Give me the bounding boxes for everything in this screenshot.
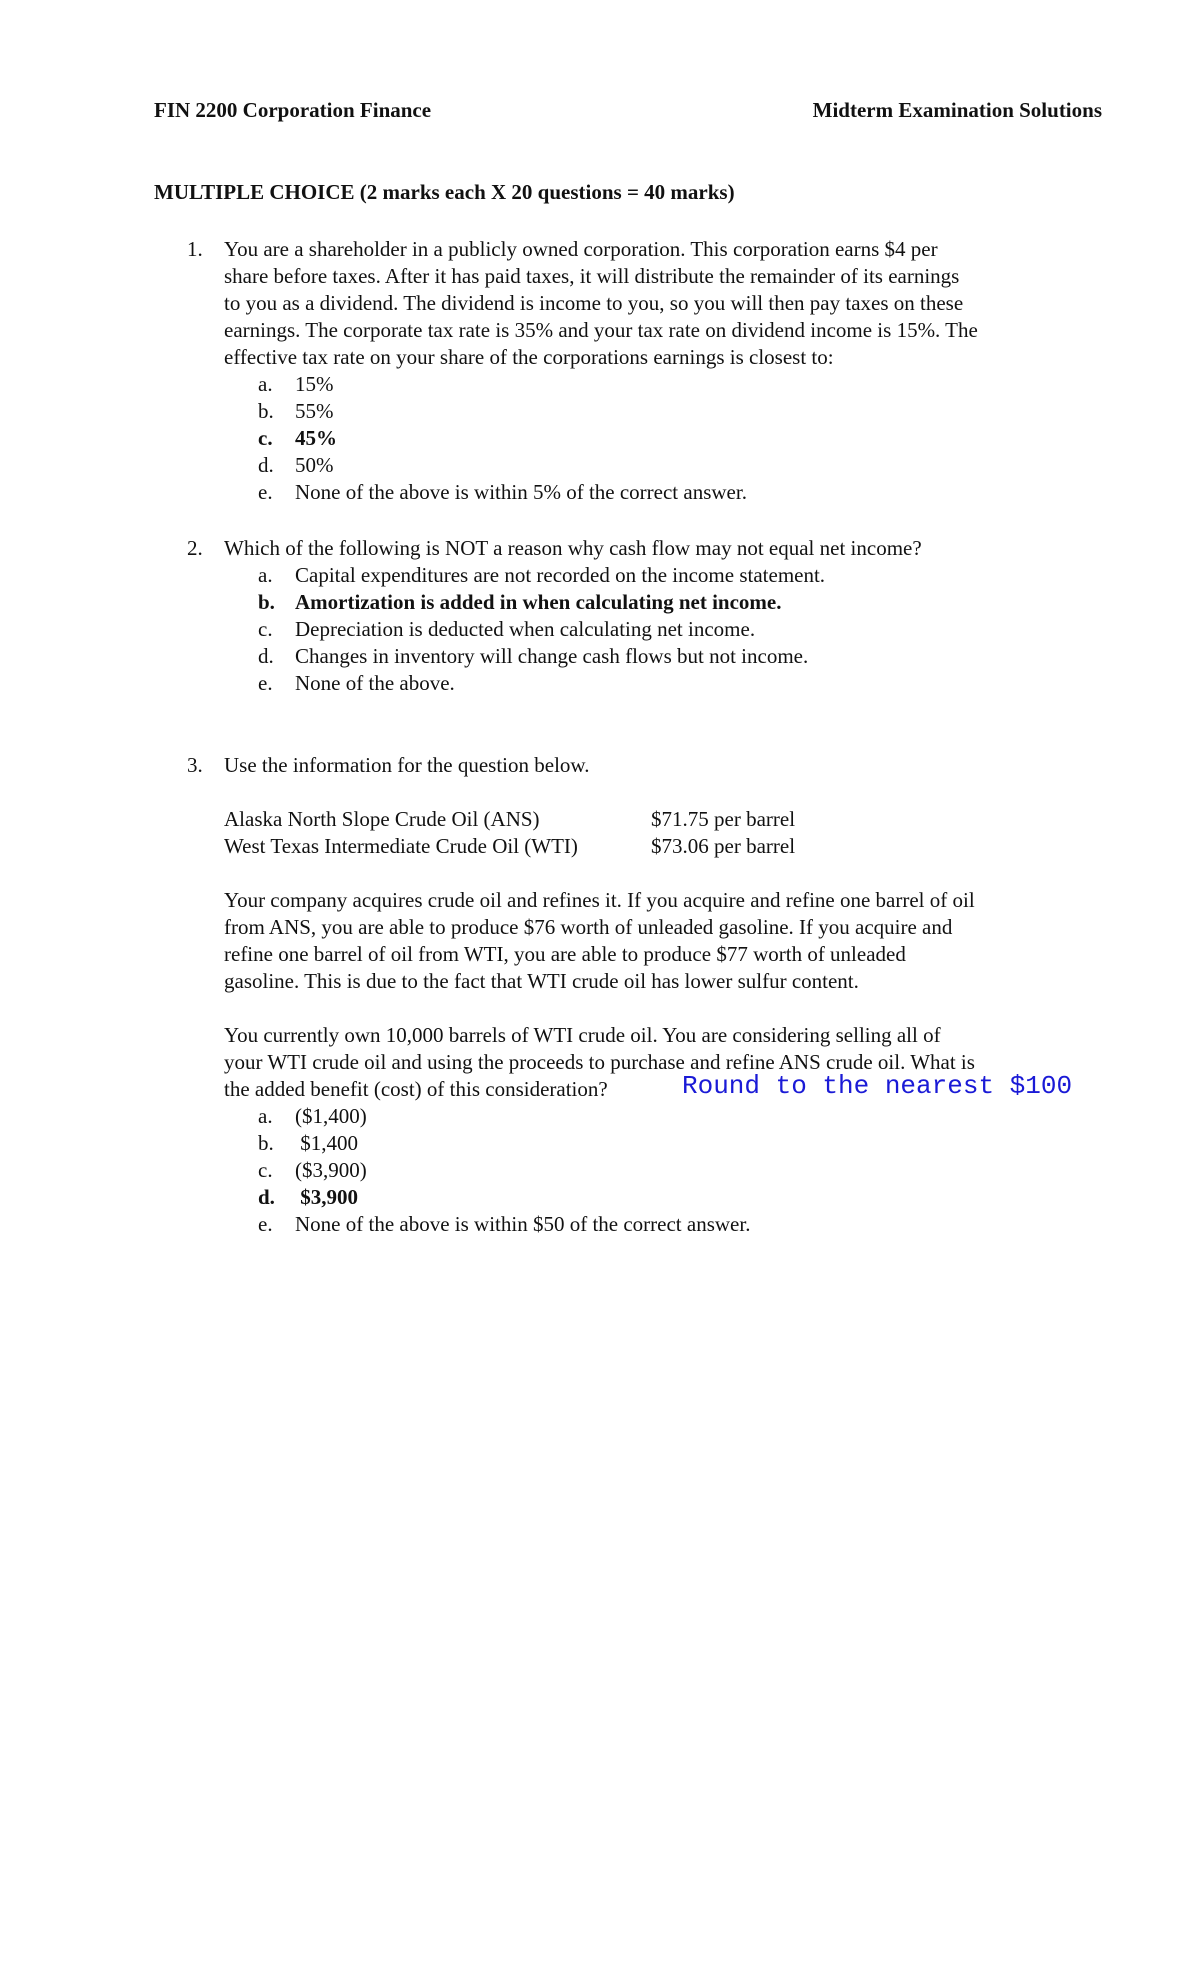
option-text: 15% — [295, 372, 334, 396]
exam-title: Midterm Examination Solutions — [812, 98, 1102, 122]
option-d — [258, 452, 1087, 479]
question-number: 2. — [187, 536, 203, 560]
option-text: 45% — [295, 426, 337, 450]
price-row-ans — [224, 806, 1084, 833]
option-letter: c. — [258, 426, 273, 450]
option-letter: b. — [258, 399, 274, 423]
section-title: MULTIPLE CHOICE (2 marks each X 20 questions = 40 marks) — [154, 180, 735, 204]
paragraph-line: refine one barrel of oil from WTI, you are able to produce $77 worth of unleaded — [224, 942, 906, 966]
option-a — [258, 1103, 1087, 1130]
option-text: Amortization is added in when calculating net income. — [295, 590, 782, 614]
option-text: $1,400 — [295, 1131, 358, 1155]
question-1 — [187, 236, 1087, 506]
option-text: Capital expenditures are not recorded on the income statement. — [295, 563, 826, 587]
crude-price: $73.06 per barrel — [651, 834, 796, 858]
option-letter: c. — [258, 1158, 273, 1182]
option-e — [258, 1211, 1087, 1238]
option-letter: e. — [258, 671, 273, 695]
stem-line: effective tax rate on your share of the corporations earnings is closest to: — [224, 345, 834, 369]
crude-name: West Texas Intermediate Crude Oil (WTI) — [224, 834, 578, 858]
option-c-correct — [258, 425, 1087, 452]
option-text: Changes in inventory will change cash flows but not income. — [295, 644, 809, 668]
option-letter: e. — [258, 480, 273, 504]
paragraph-line: Your company acquires crude oil and refines it. If you acquire and refine one barrel of oil — [224, 888, 975, 912]
option-letter: a. — [258, 1104, 273, 1128]
question-intro: Use the information for the question below. — [224, 753, 590, 777]
option-text: ($1,400) — [295, 1104, 367, 1128]
option-e — [258, 670, 1087, 697]
question-3 — [187, 752, 1087, 1238]
option-c — [258, 1157, 1087, 1184]
option-letter: b. — [258, 1131, 274, 1155]
stem-line: to you as a dividend. The dividend is income to you, so you will then pay taxes on these — [224, 291, 964, 315]
option-e — [258, 479, 1087, 506]
option-text: $3,900 — [295, 1185, 358, 1209]
option-c — [258, 616, 1087, 643]
option-d — [258, 643, 1087, 670]
option-letter: a. — [258, 372, 273, 396]
option-text: None of the above is within $50 of the correct answer. — [295, 1212, 751, 1236]
option-letter: e. — [258, 1212, 273, 1236]
option-b — [258, 1130, 1087, 1157]
question-number: 1. — [187, 237, 203, 261]
question-number: 3. — [187, 753, 203, 777]
paragraph-line: from ANS, you are able to produce $76 worth of unleaded gasoline. If you acquire and — [224, 915, 953, 939]
rounding-annotation: Round to the nearest $100 — [682, 1071, 1073, 1101]
question-stem: Which of the following is NOT a reason why cash flow may not equal net income? — [224, 536, 922, 560]
option-b — [258, 398, 1087, 425]
price-table — [224, 806, 1084, 860]
stem-line: earnings. The corporate tax rate is 35% and your tax rate on dividend income is 15%. The — [224, 318, 978, 342]
crude-name: Alaska North Slope Crude Oil (ANS) — [224, 807, 540, 831]
question-2 — [187, 535, 1087, 697]
options-list — [258, 562, 1087, 697]
option-letter: d. — [258, 1185, 275, 1209]
price-row-wti — [224, 833, 1084, 860]
course-title: FIN 2200 Corporation Finance — [154, 98, 432, 122]
paragraph-line: gasoline. This is due to the fact that WTI crude oil has lower sulfur content. — [224, 969, 859, 993]
option-text: None of the above is within 5% of the correct answer. — [295, 480, 747, 504]
options-list — [258, 371, 1087, 506]
option-text: Depreciation is deducted when calculating net income. — [295, 617, 756, 641]
option-text: 55% — [295, 399, 334, 423]
option-text: 50% — [295, 453, 334, 477]
option-letter: d. — [258, 453, 274, 477]
paragraph-line: your WTI crude oil and using the proceeds to purchase and refine ANS crude oil. What is — [224, 1050, 975, 1074]
stem-line: share before taxes. After it has paid taxes, it will distribute the remainder of its earnings — [224, 264, 960, 288]
option-d-correct — [258, 1184, 1087, 1211]
paragraph-line: You currently own 10,000 barrels of WTI crude oil. You are considering selling all of — [224, 1023, 941, 1047]
stem-line: You are a shareholder in a publicly owned corporation. This corporation earns $4 per — [224, 237, 938, 261]
option-letter: c. — [258, 617, 273, 641]
scenario-paragraph — [224, 887, 1084, 995]
question-stem — [224, 236, 1084, 371]
option-text: None of the above. — [295, 671, 455, 695]
option-letter: a. — [258, 563, 273, 587]
options-list — [258, 1103, 1087, 1238]
option-text: ($3,900) — [295, 1158, 367, 1182]
option-a — [258, 562, 1087, 589]
option-b-correct — [258, 589, 1087, 616]
option-a — [258, 371, 1087, 398]
crude-price: $71.75 per barrel — [651, 807, 796, 831]
paragraph-line: the added benefit (cost) of this consideration? — [224, 1077, 608, 1101]
option-letter: d. — [258, 644, 274, 668]
option-letter: b. — [258, 590, 275, 614]
